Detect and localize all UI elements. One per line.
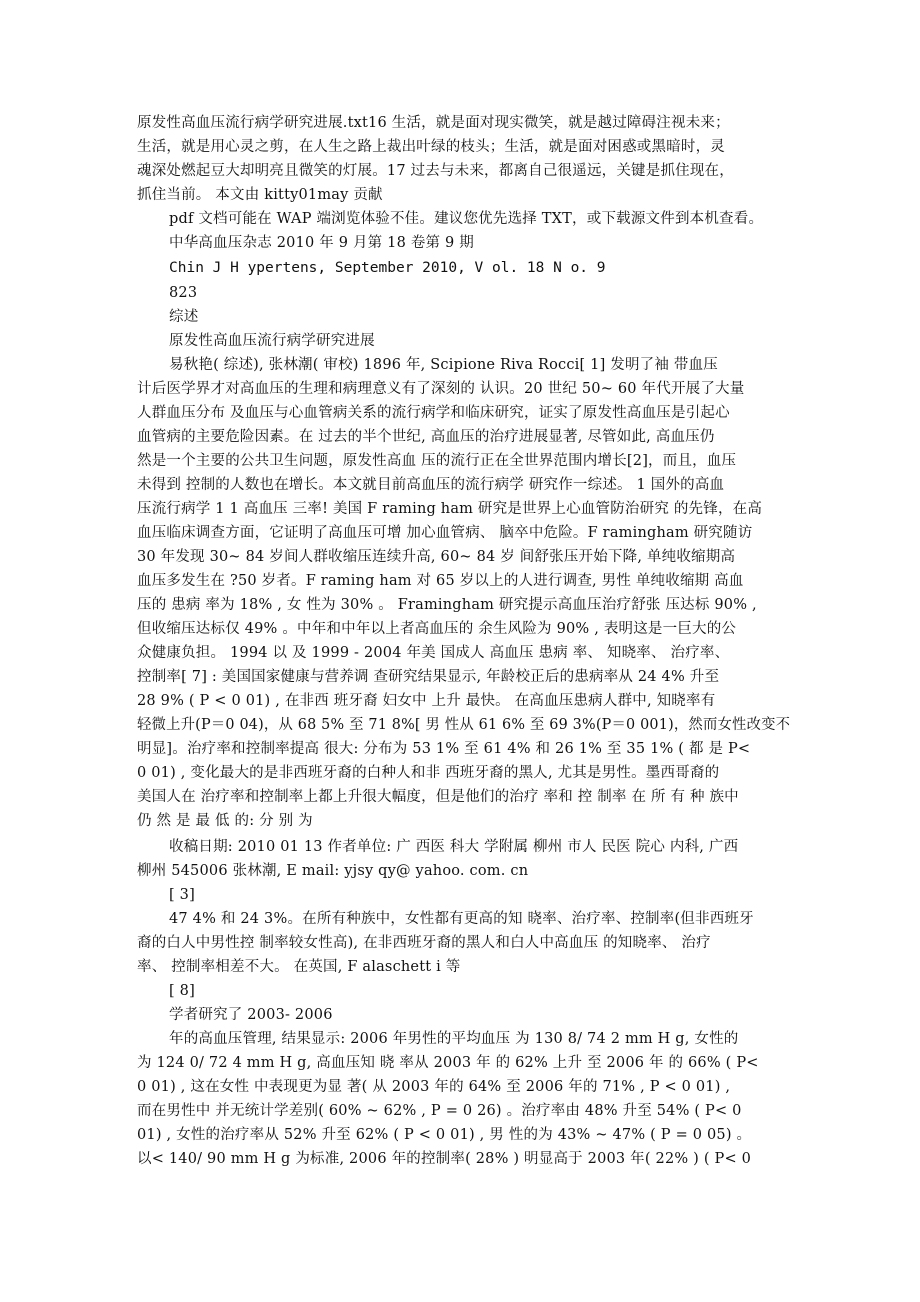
body-line: 压流行病学 1 1 高血压 三率! 美国 F raming ham 研究是世界上心血管防治研究 的先锋，在高 — [137, 501, 763, 517]
body-line: 然是一个主要的公共卫生问题，原发性高血 压的流行正在全世界范围内增长[2]，而且，血压 — [137, 453, 737, 469]
body-line: 而在男性中 并无统计学差别( 60% ~ 62% , P = 0 26) 。治疗率由 48% 升至 54% ( P< 0 — [137, 1103, 742, 1119]
body-line: 美国人在 治疗率和控制率上都上升很大幅度，但是他们的治疗 率和 控 制率 在 所 有 种 族中 — [137, 789, 739, 805]
journal-cn: 中华高血压杂志 2010 年 9 月第 18 卷第 9 期 — [169, 235, 474, 251]
reference-marker: [ 8] — [169, 983, 195, 999]
body-line: 为 124 0/ 72 4 mm H g, 高血压知 晓 率从 2003 年 的 62% 上升 至 2006 年 的 66% ( P< — [137, 1055, 759, 1071]
journal-en: Chin J H ypertens, September 2010, V ol. 18 N o. 9 — [169, 260, 606, 276]
body-line: 0 01) , 这在女性 中表现更为显 著( 从 2003 年的 64% 至 2006 年的 71% , P < 0 01) , — [137, 1079, 731, 1095]
body-line: 以< 140/ 90 mm H g 为标准, 2006 年的控制率( 28% ) 明显高于 2003 年( 22% ) ( P< 0 — [137, 1151, 752, 1167]
body-line: 仍 然 是 最 低 的: 分 别 为 — [137, 813, 313, 829]
body-line: 47 4% 和 24 3%。在所有种族中，女性都有更高的知 晓率、治疗率、控制率(但非西班牙 — [169, 911, 754, 927]
body-line: 血管病的主要危险因素。在 过去的半个世纪, 高血压的治疗进展显著, 尽管如此, 高血压仍 — [137, 429, 715, 445]
body-line: 明显]。治疗率和控制率提高 很大: 分布为 53 1% 至 61 4% 和 26 1% 至 35 1% ( 都 是 P< — [137, 741, 751, 757]
header-line: 抓住当前。 本文由 kitty01may 贡献 — [137, 187, 383, 203]
body-line: 年的高血压管理, 结果显示: 2006 年男性的平均血压 为 130 8/ 74 2 mm H g, 女性的 — [169, 1031, 739, 1047]
body-line: 压的 患病 率为 18% , 女 性为 30% 。 Framingham 研究提示高血压治疗舒张 压达标 90% , — [137, 597, 757, 613]
body-line: 未得到 控制的人数也在增长。本文就目前高血压的流行病学 研究作一综述。 1 国外的高血 — [137, 477, 725, 493]
address-line: 柳州 545006 张林潮, E mail: yjsy qy@ yahoo. com. cn — [137, 863, 529, 879]
header-line: 生活，就是用心灵之剪，在人生之路上裁出叶绿的枝头；生活，就是面对困惑或黑暗时，灵 — [137, 139, 725, 155]
body-line: 众健康负担。 1994 以 及 1999 - 2004 年美 国成人 高血压 患病 率、 知晓率、 治疗率、 — [137, 645, 730, 661]
article-title: 原发性高血压流行病学研究进展 — [169, 333, 375, 349]
header-line: 原发性高血压流行病学研究进展.txt16 生活，就是面对现实微笑，就是越过障碍注视未来； — [137, 115, 730, 131]
header-line: 魂深处燃起豆大却明亮且微笑的灯展。17 过去与未来，都离自己很遥远，关键是抓住现在， — [137, 163, 734, 179]
body-line: 血压多发生在 ?50 岁者。F raming ham 对 65 岁以上的人进行调查, 男性 单纯收缩期 高血 — [137, 573, 744, 589]
pdf-notice: pdf 文档可能在 WAP 端浏览体验不佳。建议您优先选择 TXT，或下载源文件到本机查看。 — [169, 211, 764, 227]
body-line: 裔的白人中男性控 制率较女性高), 在非西班牙裔的黑人和白人中高血压 的知晓率、 治疗 — [137, 935, 711, 951]
body-line: 轻微上升(P＝0 04)，从 68 5% 至 71 8%[ 男 性从 61 6% 至 69 3%(P＝0 001)，然而女性改变不 — [137, 717, 791, 733]
body-line: 0 01) , 变化最大的是非西班牙裔的白种人和非 西班牙裔的黑人, 尤其是男性。墨西哥裔的 — [137, 765, 720, 781]
body-line: 率、 控制率相差不大。 在英国, F alaschett i 等 — [137, 959, 461, 975]
body-line: 人群血压分布 及血压与心血管病关系的流行病学和临床研究，证实了原发性高血压是引起心 — [137, 405, 730, 421]
body-line: 30 年发现 30~ 84 岁间人群收缩压连续升高, 60~ 84 岁 间舒张压开始下降, 单纯收缩期高 — [137, 549, 736, 565]
body-line: 01) , 女性的治疗率从 52% 升至 62% ( P < 0 01) , 男 性的为 43% ~ 47% ( P = 0 05) 。 — [137, 1127, 752, 1143]
body-line: 但收缩压达标仅 49% 。中年和中年以上者高血压的 余生风险为 90% , 表明这是一巨大的公 — [137, 621, 737, 637]
body-line: 计后医学界才对高血压的生理和病理意义有了深刻的 认识。20 世纪 50~ 60 年代开展了大量 — [137, 381, 745, 397]
body-line: 易秋艳( 综述), 张林潮( 审校) 1896 年, Scipione Riva Rocci[ 1] 发明了袖 带血压 — [169, 357, 718, 373]
section-label: 综述 — [169, 309, 199, 325]
page-number: 823 — [169, 285, 198, 301]
body-line: 28 9% ( P < 0 01) , 在非西 班牙裔 妇女中 上升 最快。 在高血压患病人群中, 知晓率有 — [137, 693, 716, 709]
received-line: 收稿日期: 2010 01 13 作者单位: 广 西医 科大 学附属 柳州 市人 民医 院心 内科, 广西 — [169, 839, 739, 855]
body-line: 血压临床调查方面，它证明了高血压可增 加心血管病、 脑卒中危险。F ramingham 研究随访 — [137, 525, 753, 541]
body-line: 控制率[ 7] : 美国国家健康与营养调 查研究结果显示, 年龄校正后的患病率从 24 4% 升至 — [137, 669, 720, 685]
body-line: 学者研究了 2003- 2006 — [169, 1007, 333, 1023]
reference-marker: [ 3] — [169, 887, 195, 903]
